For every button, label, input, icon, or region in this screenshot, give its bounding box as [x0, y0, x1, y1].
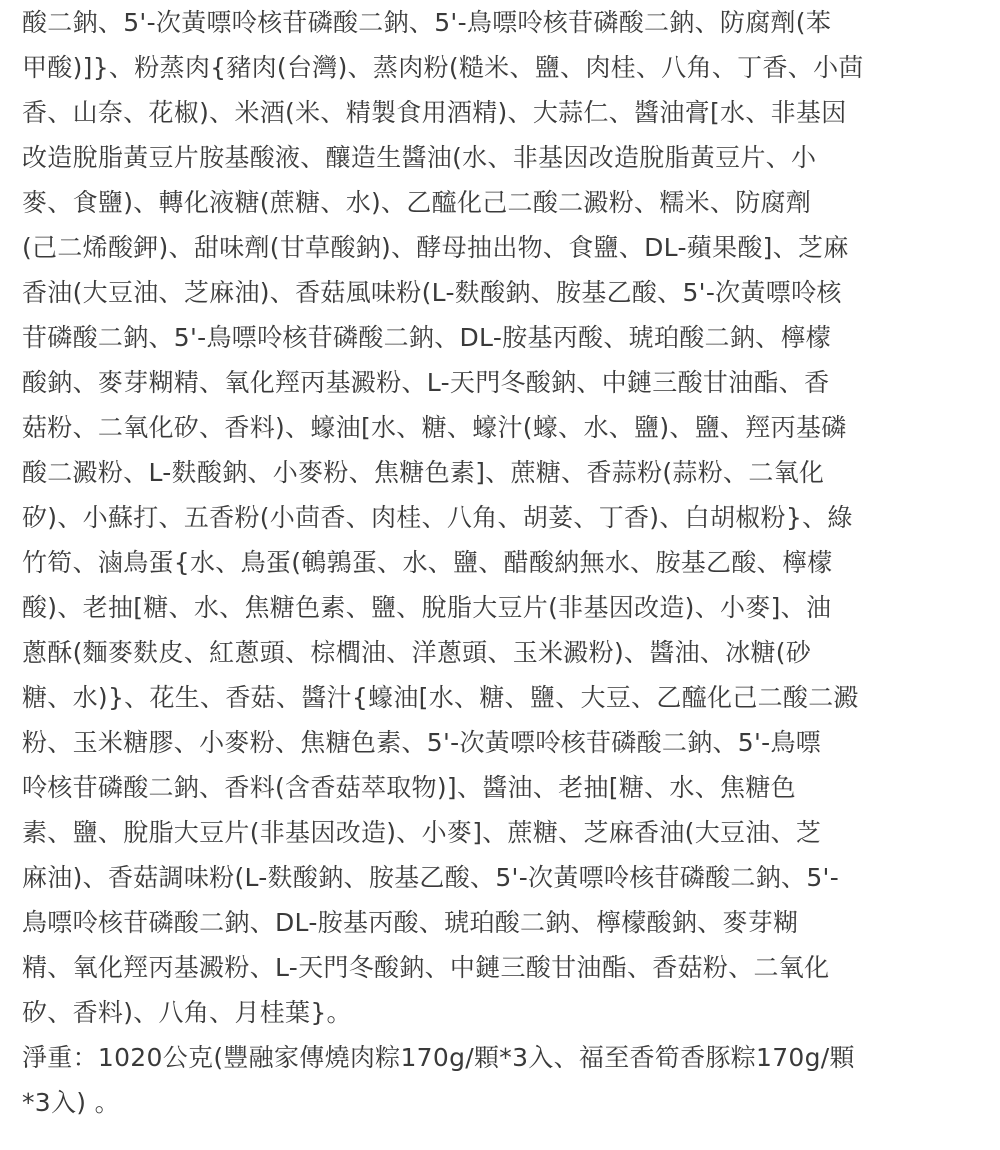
ingredients-line-3: 香、山奈、花椒)、米酒(米、精製食用酒精)、大蒜仁、醬油膏[水、非基因: [22, 98, 847, 127]
net-weight-line-2: *3入) 。: [22, 1088, 120, 1117]
ingredients-line-18: 呤核苷磷酸二鈉、香料(含香菇萃取物)]、醬油、老抽[糖、水、焦糖色: [22, 773, 796, 802]
ingredients-line-17: 粉、玉米糖膠、小麥粉、焦糖色素、5'-次黃嘌呤核苷磷酸二鈉、5'-鳥嘌: [22, 728, 822, 757]
ingredients-line-5: 麥、食鹽)、轉化液糖(蔗糖、水)、乙醯化己二酸二澱粉、糯米、防腐劑: [22, 188, 812, 217]
ingredients-line-4: 改造脫脂黃豆片胺基酸液、釀造生醬油(水、非基因改造脫脂黃豆片、小: [22, 143, 817, 172]
ingredients-line-16: 糖、水)}、花生、香菇、醬汁{蠔油[水、糖、鹽、大豆、乙醯化己二酸二澱: [22, 683, 859, 712]
ingredients-line-10: 菇粉、二氧化矽、香料)、蠔油[水、糖、蠔汁(蠔、水、鹽)、鹽、羥丙基磷: [22, 413, 847, 442]
ingredients-line-8: 苷磷酸二鈉、5'-鳥嘌呤核苷磷酸二鈉、DL-胺基丙酸、琥珀酸二鈉、檸檬: [22, 323, 832, 352]
ingredients-line-21: 鳥嘌呤核苷磷酸二鈉、DL-胺基丙酸、琥珀酸二鈉、檸檬酸鈉、麥芽糊: [22, 908, 799, 937]
ingredient-document: [22, 0, 987, 1125]
ingredients-line-1: 酸二鈉、5'-次黃嘌呤核苷磷酸二鈉、5'-鳥嘌呤核苷磷酸二鈉、防腐劑(苯: [22, 8, 832, 37]
ingredients-line-9: 酸鈉、麥芽糊精、氧化羥丙基澱粉、L-天門冬酸鈉、中鏈三酸甘油酯、香: [22, 368, 830, 397]
net-weight-line-1: 淨重：1020公克(豐融家傳燒肉粽170g/顆*3入、福至香筍香豚粽170g/顆: [22, 1043, 855, 1072]
ingredients-line-7: 香油(大豆油、芝麻油)、香菇風味粉(L-麩酸鈉、胺基乙酸、5'-次黃嘌呤核: [22, 278, 842, 307]
ingredients-line-6: (己二烯酸鉀)、甜味劑(甘草酸鈉)、酵母抽出物、食鹽、DL-蘋果酸]、芝麻: [22, 233, 849, 262]
ingredients-line-12: 矽)、小蘇打、五香粉(小茴香、肉桂、八角、胡荽、丁香)、白胡椒粉}、綠: [22, 503, 853, 532]
ingredients-line-22: 精、氧化羥丙基澱粉、L-天門冬酸鈉、中鏈三酸甘油酯、香菇粉、二氧化: [22, 953, 830, 982]
ingredients-line-11: 酸二澱粉、L-麩酸鈉、小麥粉、焦糖色素]、蔗糖、香蒜粉(蒜粉、二氧化: [22, 458, 825, 487]
ingredients-line-15: 蔥酥(麵麥麩皮、紅蔥頭、棕櫚油、洋蔥頭、玉米澱粉)、醬油、冰糖(砂: [22, 638, 812, 667]
ingredients-line-20: 麻油)、香菇調味粉(L-麩酸鈉、胺基乙酸、5'-次黃嘌呤核苷磷酸二鈉、5'-: [22, 863, 840, 892]
ingredients-line-23: 矽、香料)、八角、月桂葉}。: [22, 998, 352, 1027]
ingredients-line-2: 甲酸)]}、粉蒸肉{豬肉(台灣)、蒸肉粉(糙米、鹽、肉桂、八角、丁香、小茴: [22, 53, 864, 82]
ingredients-line-14: 酸)、老抽[糖、水、焦糖色素、鹽、脫脂大豆片(非基因改造)、小麥]、油: [22, 593, 832, 622]
ingredients-line-13: 竹筍、滷鳥蛋{水、鳥蛋(鵪鶉蛋、水、鹽、醋酸納無水、胺基乙酸、檸檬: [22, 548, 833, 577]
ingredients-line-19: 素、鹽、脫脂大豆片(非基因改造)、小麥]、蔗糖、芝麻香油(大豆油、芝: [22, 818, 822, 847]
